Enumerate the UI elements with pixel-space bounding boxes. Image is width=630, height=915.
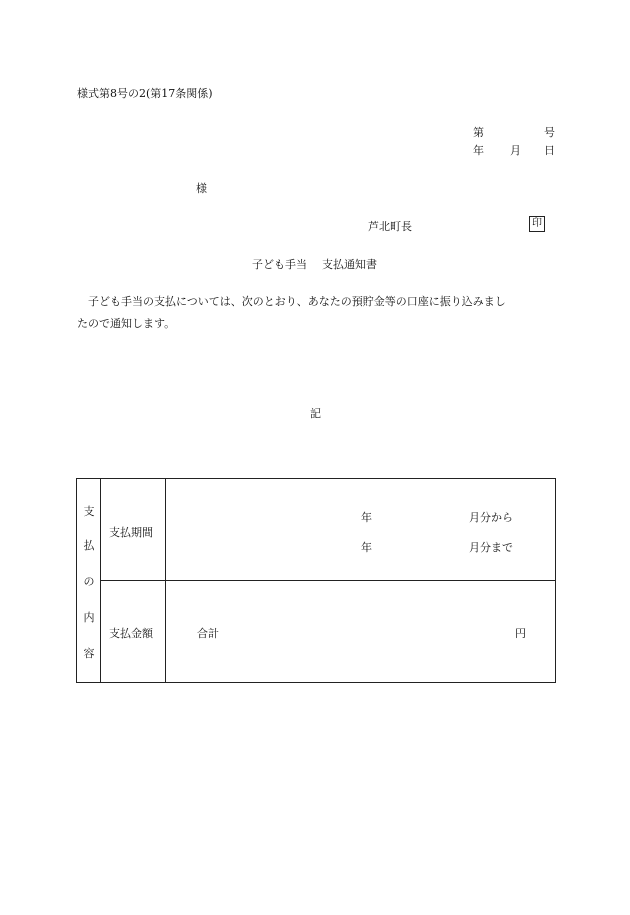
side-char-2: 払 [83, 539, 95, 552]
side-char-4: 内 [83, 611, 95, 624]
document-title-right: 支払通知書 [322, 258, 377, 271]
body-line-2: たので通知します。 [77, 317, 176, 330]
seal-mark: 印 [529, 216, 545, 232]
period-from-month: 月分から [469, 511, 513, 524]
issuer-title: 芦北町長 [368, 220, 412, 233]
table-divider-horizontal [101, 580, 555, 581]
payment-table [76, 478, 556, 683]
period-to-year: 年 [361, 541, 372, 554]
form-number: 様式第8号の2(第17条関係) [77, 87, 213, 100]
ki-label: 記 [310, 407, 321, 420]
date-day: 日 [544, 144, 555, 157]
doc-number-suffix: 号 [544, 126, 555, 139]
doc-number-prefix: 第 [473, 126, 484, 139]
date-year: 年 [473, 144, 484, 157]
amount-unit: 円 [515, 627, 526, 640]
document-title-left: 子ども手当 [252, 258, 307, 271]
body-text [77, 291, 557, 335]
period-from-year: 年 [361, 511, 372, 524]
amount-label: 支払金額 [109, 627, 153, 640]
period-label: 支払期間 [109, 526, 153, 539]
side-char-1: 支 [83, 505, 95, 518]
body-line-1: 子ども手当の支払については、次のとおり、あなたの預貯金等の口座に振り込みまし [88, 295, 506, 308]
period-to-month: 月分まで [469, 541, 513, 554]
amount-total-label: 合計 [197, 627, 219, 640]
addressee-honorific: 様 [196, 182, 207, 195]
date-month: 月 [510, 144, 521, 157]
side-char-5: 容 [83, 647, 95, 660]
side-char-3: の [83, 575, 95, 588]
